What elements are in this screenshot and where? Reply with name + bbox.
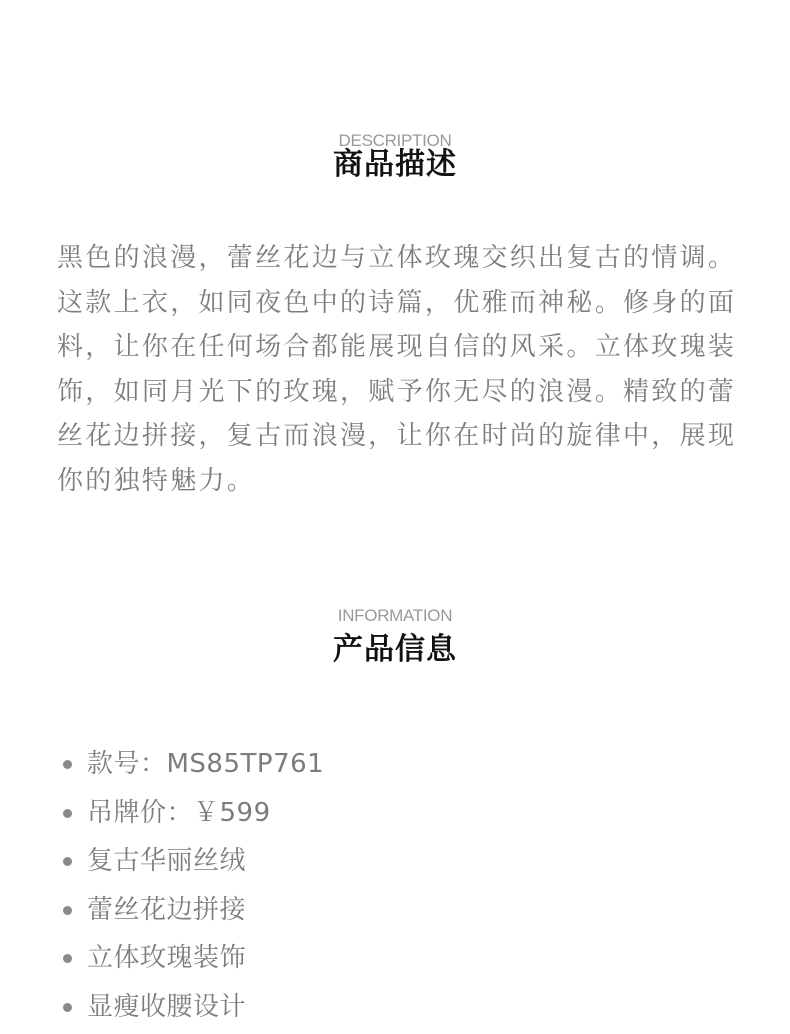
info-item-style-number <box>60 740 324 789</box>
info-item-label: 蕾丝花边拼接 <box>87 894 247 925</box>
product-description-text: 黑色的浪漫，蕾丝花边与立体玫瑰交织出复古的情调。这款上衣，如同夜色中的诗篇，优雅而神秘。修身的面料，让你在任何场合都能展现自信的风采。立体玫瑰装饰，如同月光下的玫瑰，赋予你无尽的浪漫。精致的蕾丝花边拼接，复古而浪漫，让你在时尚的旋律中，展现你的独特魅力。 <box>57 243 737 496</box>
description-title: 商品描述 <box>333 147 457 182</box>
bullet-dot-icon <box>63 857 72 866</box>
info-item-velvet <box>60 837 324 886</box>
info-item-label: 复古华丽丝绒 <box>87 846 247 877</box>
info-item-lace-trim <box>60 886 324 935</box>
product-info-list <box>60 740 324 1032</box>
bullet-dot-icon <box>63 809 72 818</box>
description-eyebrow: DESCRIPTION <box>338 131 452 150</box>
info-item-label: 吊牌价：￥599 <box>87 797 271 828</box>
info-item-label: 立体玫瑰装饰 <box>87 943 247 974</box>
bullet-dot-icon <box>63 906 72 915</box>
bullet-dot-icon <box>63 954 72 963</box>
information-eyebrow: INFORMATION <box>337 606 453 625</box>
bullet-dot-icon <box>63 1003 72 1012</box>
info-item-rose-decoration <box>60 934 324 983</box>
info-item-label: 显瘦收腰设计 <box>87 991 247 1022</box>
information-title: 产品信息 <box>333 632 457 667</box>
info-item-label: 款号：MS85TP761 <box>87 749 325 779</box>
info-item-slim-waist <box>60 983 324 1032</box>
bullet-dot-icon <box>63 760 72 769</box>
info-item-tag-price <box>60 789 324 838</box>
